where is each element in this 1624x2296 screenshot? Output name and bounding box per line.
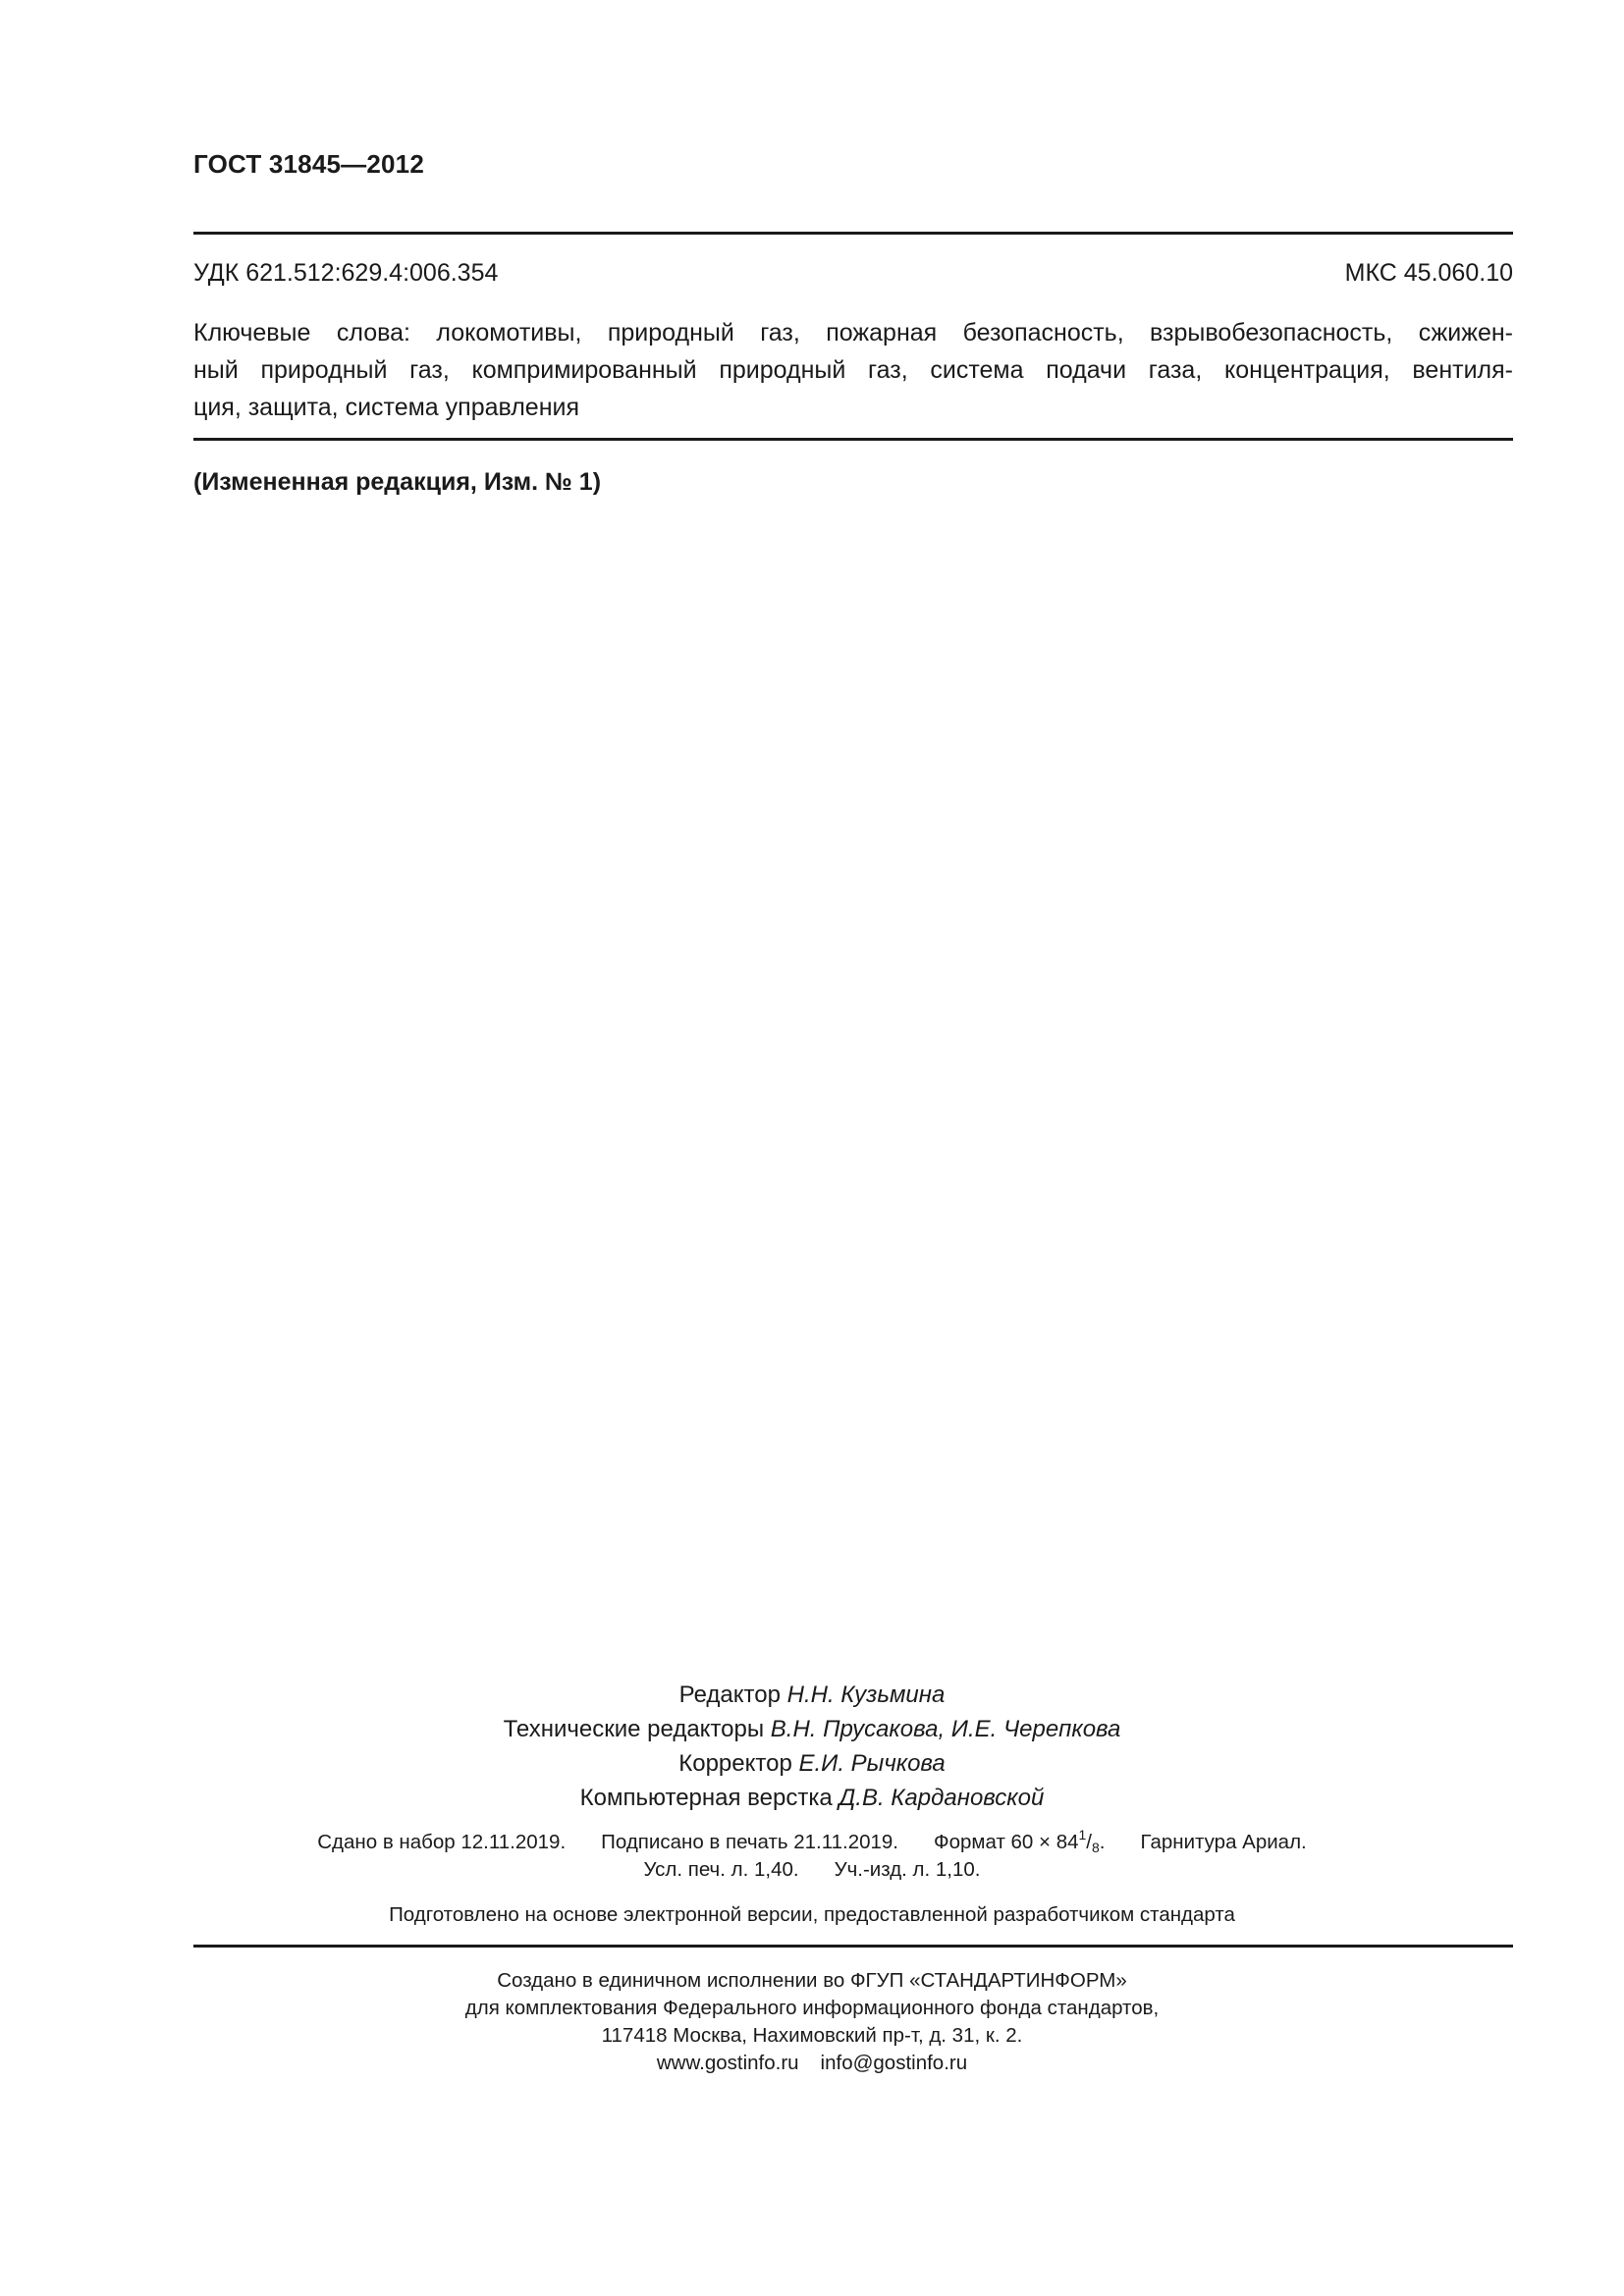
print-info-line xyxy=(0,1856,1624,1884)
prepared-note: Подготовлено на основе электронной версии, предоставленной разработчиком стандарта xyxy=(389,1903,1235,1926)
credit-role: Корректор xyxy=(678,1750,792,1777)
mks-code: МКС 45.060.10 xyxy=(1344,259,1513,287)
credit-role: Редактор xyxy=(678,1682,781,1708)
publisher-block xyxy=(0,1967,1624,2077)
email-link[interactable]: info@gostinfo.ru xyxy=(820,2052,968,2074)
credit-role: Компьютерная верстка xyxy=(579,1785,833,1811)
credit-technical-editors xyxy=(0,1712,1624,1746)
publisher-divider xyxy=(193,1945,1513,1948)
edition-note: (Измененная редакция, Изм. № 1) xyxy=(193,468,602,496)
publisher-line: для комплектования Федерального информационного фонда стандартов, xyxy=(464,1997,1160,2019)
classification-row xyxy=(193,259,1513,288)
credit-layout xyxy=(0,1781,1624,1815)
typeface: Гарнитура Ариал. xyxy=(1140,1831,1307,1853)
credits-block xyxy=(0,1678,1624,1815)
udk-code: УДК 621.512:629.4:006.354 xyxy=(193,259,499,287)
publisher-sheets: Уч.-изд. л. 1,10. xyxy=(834,1858,981,1881)
keywords-block xyxy=(193,314,1513,426)
print-info-block xyxy=(0,1829,1624,1884)
paper-format: Формат $60 \times 84^1/_8$. xyxy=(934,1827,1106,1855)
sent-to-set: Сдано в набор 12.11.2019. xyxy=(317,1831,567,1853)
keywords-line: ция, защита, система управления xyxy=(193,394,580,421)
credit-name: Е.И. Рычкова xyxy=(798,1750,946,1777)
publisher-contacts xyxy=(0,2050,1624,2077)
signed-to-print: Подписано в печать 21.11.2019. xyxy=(601,1831,899,1853)
credit-name: В.Н. Прусакова, И.Е. Черепкова xyxy=(770,1716,1121,1742)
publisher-address: 117418 Москва, Нахимовский пр-т, д. 31, к. 2. xyxy=(601,2024,1023,2047)
standard-code: ГОСТ 31845—2012 xyxy=(193,149,424,179)
website-link[interactable]: www.gostinfo.ru xyxy=(656,2052,799,2074)
credit-proofreader xyxy=(0,1746,1624,1781)
printed-sheets: Усл. печ. л. 1,40. xyxy=(643,1858,799,1881)
top-divider xyxy=(193,232,1513,235)
credit-name: Н.Н. Кузьмина xyxy=(786,1682,946,1708)
print-info-line xyxy=(0,1829,1624,1856)
credit-editor xyxy=(0,1678,1624,1712)
credit-name: Д.В. Кардановской xyxy=(839,1785,1045,1811)
keywords-line: ный природный газ, компримированный природный газ, система подачи газа, концентрация, вентиля- xyxy=(193,356,1513,384)
credit-role: Технические редакторы xyxy=(503,1716,765,1742)
keywords-divider xyxy=(193,438,1513,441)
keywords-line: Ключевые слова: локомотивы, природный газ, пожарная безопасность, взрывобезопасность, сжижен- xyxy=(193,319,1513,347)
publisher-line: Создано в единичном исполнении во ФГУП «СТАНДАРТИНФОРМ» xyxy=(497,1969,1127,1992)
